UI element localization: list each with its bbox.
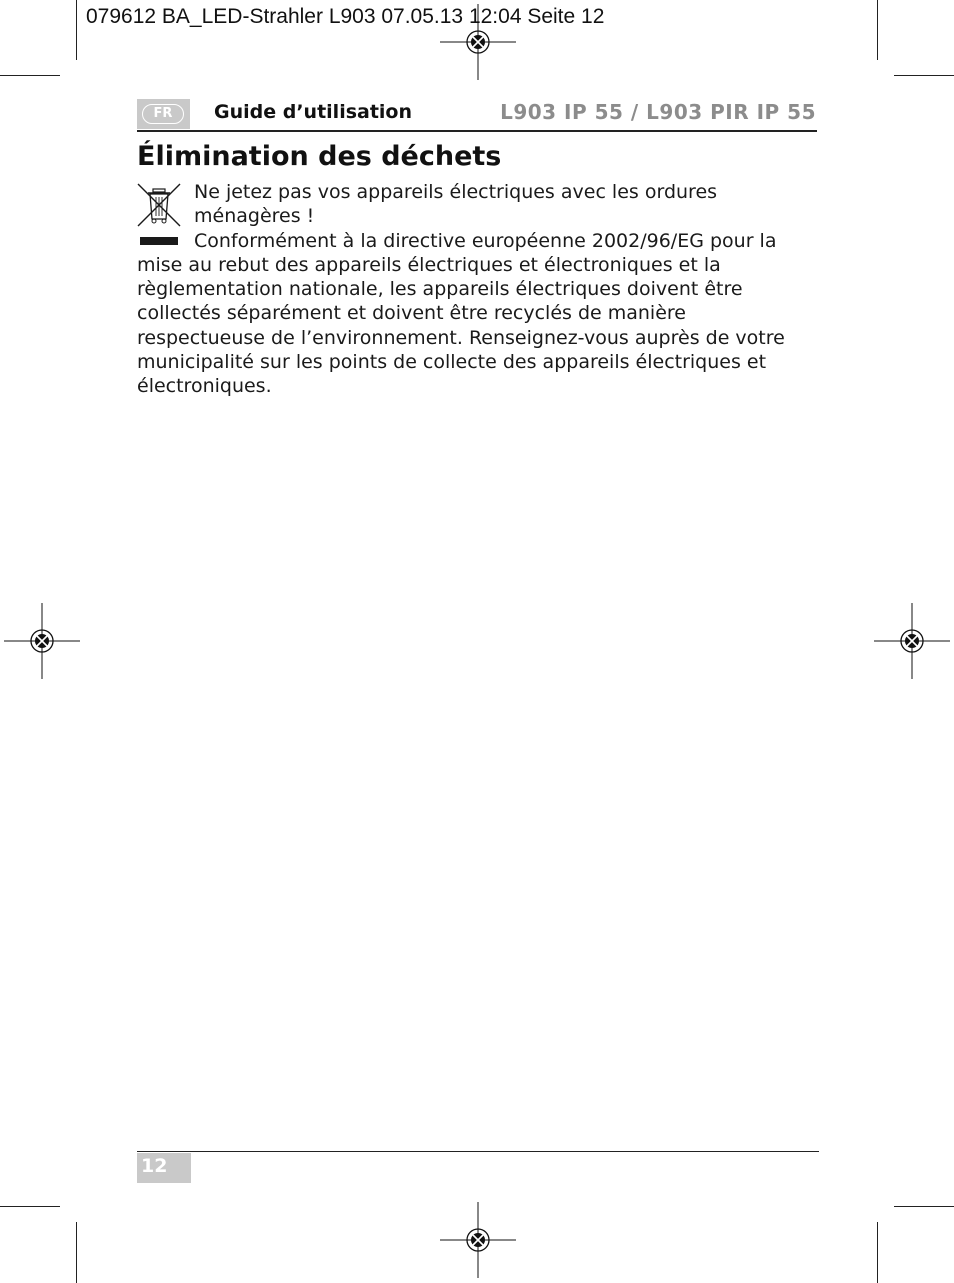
registration-mark-icon bbox=[4, 603, 80, 679]
crop-mark bbox=[76, 0, 77, 60]
paragraph-body: mise au rebut des appareils électriques et électroniques et la règlementation nationale, les appareils électriques doivent être collectés séparément et doivent être recyclés de manière respectueuse de l’environnement. Renseignez-vous auprès de votre municipalité sur les points de collecte des appareils électriques et électroniques. bbox=[137, 254, 785, 398]
guide-title: Guide d’utilisation bbox=[214, 101, 413, 123]
registration-mark-icon bbox=[440, 4, 516, 80]
weee-bar bbox=[140, 237, 178, 245]
paragraph-first-line: Conformément à la directive européenne 2002/96/EG pour la bbox=[194, 230, 777, 252]
section-heading: Élimination des déchets bbox=[137, 141, 502, 172]
language-badge-label: FR bbox=[142, 104, 184, 124]
crop-mark bbox=[0, 75, 60, 76]
crop-mark bbox=[877, 0, 878, 60]
crop-mark bbox=[877, 1222, 878, 1283]
footer-rule bbox=[137, 1151, 819, 1152]
crop-mark bbox=[894, 1206, 954, 1207]
crop-mark bbox=[894, 75, 954, 76]
print-slug: 079612 BA_LED-Strahler L903 07.05.13 12:04 Seite 12 bbox=[86, 5, 605, 28]
registration-mark-icon bbox=[440, 1202, 516, 1278]
page-number: 12 bbox=[137, 1153, 191, 1183]
model-title: L903 IP 55 / L903 PIR IP 55 bbox=[500, 100, 816, 124]
crossed-out-bin-icon bbox=[137, 183, 181, 227]
registration-mark-icon bbox=[874, 603, 950, 679]
language-badge bbox=[137, 99, 190, 129]
crop-mark bbox=[0, 1206, 60, 1207]
crop-mark bbox=[76, 1222, 77, 1283]
warning-text: Ne jetez pas vos appareils électriques avec les ordures ménagères ! bbox=[194, 181, 718, 228]
